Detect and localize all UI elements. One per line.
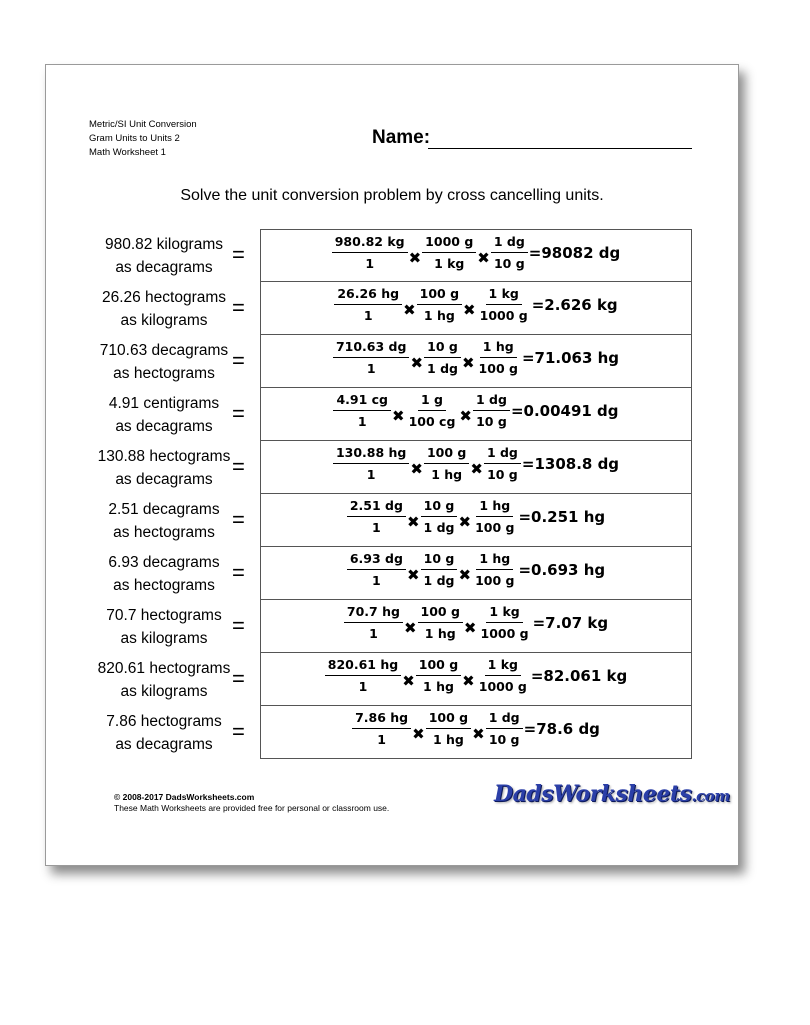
denominator: 100 g	[475, 573, 515, 588]
numerator: 100 g	[416, 657, 461, 676]
logo-suffix: .com	[691, 787, 730, 805]
instructions: Solve the unit conversion problem by cross cancelling units.	[180, 187, 604, 204]
answer: =0.693 hg	[518, 561, 606, 579]
numerator: 1 hg	[480, 339, 517, 358]
problem-quantity: 7.86 hectograms	[106, 713, 222, 730]
answer: =1308.8 dg	[521, 455, 620, 473]
times-icon: ✖	[477, 249, 490, 267]
solution-cell	[260, 494, 692, 547]
times-icon: ✖	[412, 725, 425, 743]
times-icon: ✖	[458, 566, 472, 584]
fraction-factor-2	[473, 392, 510, 430]
numerator: 1 dg	[486, 710, 523, 729]
problem-target: as decagrams	[115, 471, 213, 488]
problem-text	[88, 657, 240, 703]
times-icon: ✖	[402, 672, 415, 690]
problem-row	[46, 335, 738, 388]
numerator: 10 g	[421, 498, 458, 517]
times-icon: ✖	[472, 725, 485, 743]
fraction-factor-2	[491, 234, 528, 272]
numerator: 980.82 kg	[332, 234, 408, 253]
name-label: Name:	[372, 127, 431, 148]
equals-sign: =	[232, 454, 245, 479]
numerator: 10 g	[424, 339, 461, 358]
denominator: 1 dg	[427, 361, 458, 376]
problem-row	[46, 441, 738, 494]
equals-sign: =	[232, 401, 245, 426]
problem-target: as decagrams	[115, 418, 213, 435]
fraction-given	[333, 445, 409, 483]
equals-sign: =	[232, 242, 245, 267]
answer: =98082 dg	[528, 244, 621, 262]
times-icon: ✖	[406, 566, 420, 584]
denominator: 1000 g	[479, 308, 528, 323]
footer	[114, 792, 389, 814]
problem-text	[88, 551, 240, 597]
problem-row	[46, 653, 738, 706]
numerator: 6.93 dg	[347, 551, 406, 570]
fraction-given	[352, 710, 411, 748]
denominator: 1 hg	[424, 626, 456, 641]
answer: =7.07 kg	[532, 614, 609, 632]
problem-text	[88, 710, 240, 756]
equals-sign: =	[232, 295, 245, 320]
problem-target: as decagrams	[115, 259, 213, 276]
fraction-factor-2	[472, 498, 517, 536]
problem-text	[88, 392, 240, 438]
dadsworksheets-logo	[494, 781, 730, 807]
problem-quantity: 26.26 hectograms	[101, 289, 227, 306]
answer: =0.251 hg	[518, 508, 606, 526]
problem-quantity: 4.91 centigrams	[108, 395, 220, 412]
meta-line-3: Math Worksheet 1	[89, 147, 166, 158]
times-icon: ✖	[410, 460, 423, 478]
numerator: 1 kg	[486, 286, 522, 305]
problem-target: as kilograms	[120, 312, 208, 329]
fraction-factor-1	[426, 710, 471, 748]
problem-quantity: 130.88 hectograms	[97, 448, 231, 465]
denominator: 1	[365, 256, 375, 271]
numerator: 1 dg	[484, 445, 521, 464]
numerator: 1 kg	[485, 657, 521, 676]
solution-cell	[260, 229, 692, 282]
times-icon: ✖	[403, 301, 416, 319]
solution-cell	[260, 547, 692, 600]
denominator: 10 g	[476, 414, 507, 429]
problem-row	[46, 547, 738, 600]
fraction-given	[333, 339, 409, 377]
problem-text	[88, 286, 240, 332]
denominator: 1 kg	[434, 256, 465, 271]
meta-line-2: Gram Units to Units 2	[89, 133, 180, 144]
numerator: 7.86 hg	[352, 710, 411, 729]
fraction-factor-1	[418, 604, 463, 642]
numerator: 130.88 hg	[333, 445, 409, 464]
denominator: 1 dg	[423, 520, 455, 535]
numerator: 1000 g	[422, 234, 476, 253]
times-icon: ✖	[463, 301, 476, 319]
problem-quantity: 980.82 kilograms	[104, 236, 224, 253]
denominator: 1	[372, 573, 381, 588]
numerator: 100 g	[424, 445, 469, 464]
numerator: 1 g	[418, 392, 446, 411]
answer: =2.626 kg	[531, 296, 618, 314]
problem-text	[88, 339, 240, 385]
fraction-given	[325, 657, 401, 695]
answer: =78.6 dg	[523, 720, 600, 738]
problem-row	[46, 282, 738, 335]
equals-sign: =	[232, 613, 245, 638]
problem-target: as kilograms	[120, 630, 208, 647]
denominator: 1 hg	[431, 467, 463, 482]
denominator: 1	[358, 679, 368, 694]
denominator: 1	[369, 626, 378, 641]
fraction-given	[332, 234, 408, 272]
numerator: 70.7 hg	[344, 604, 403, 623]
problem-row	[46, 229, 738, 282]
times-icon: ✖	[410, 354, 424, 372]
equals-sign: =	[232, 348, 245, 373]
denominator: 1	[357, 414, 367, 429]
times-icon: ✖	[458, 513, 472, 531]
fraction-given	[347, 551, 406, 589]
fraction-factor-2	[478, 604, 532, 642]
denominator: 1 dg	[423, 573, 455, 588]
fraction-factor-2	[484, 445, 521, 483]
times-icon: ✖	[392, 407, 405, 425]
solution-cell	[260, 335, 692, 388]
problem-quantity: 70.7 hectograms	[106, 607, 222, 624]
name-line	[428, 148, 692, 149]
denominator: 100 g	[478, 361, 518, 376]
numerator: 4.91 cg	[333, 392, 391, 411]
solution-cell	[260, 600, 692, 653]
equals-sign: =	[232, 719, 245, 744]
equals-sign: =	[232, 560, 245, 585]
fraction-factor-1	[424, 445, 469, 483]
problem-text	[88, 604, 240, 650]
times-icon: ✖	[408, 249, 422, 267]
fraction-factor-1	[424, 339, 461, 377]
denominator: 1 hg	[432, 732, 464, 747]
problem-row	[46, 494, 738, 547]
equals-sign: =	[232, 507, 245, 532]
denominator: 1	[372, 520, 381, 535]
times-icon: ✖	[470, 460, 483, 478]
problem-text	[88, 498, 240, 544]
solution-cell	[260, 653, 692, 706]
solution-cell	[260, 282, 692, 335]
fraction-factor-1	[416, 657, 461, 695]
problem-row	[46, 600, 738, 653]
numerator: 710.63 dg	[333, 339, 409, 358]
numerator: 26.26 hg	[334, 286, 402, 305]
problem-target: as hectograms	[113, 577, 215, 594]
denominator: 1	[366, 361, 376, 376]
numerator: 820.61 hg	[325, 657, 401, 676]
solution-cell	[260, 441, 692, 494]
fraction-factor-1	[417, 286, 462, 324]
fraction-factor-2	[472, 551, 517, 589]
times-icon: ✖	[462, 672, 475, 690]
logo-text: DadsWorksheets	[494, 781, 692, 807]
answer: =71.063 hg	[521, 349, 620, 367]
times-icon: ✖	[406, 513, 420, 531]
problem-text	[88, 233, 240, 279]
equals-sign: =	[232, 666, 245, 691]
problem-target: as hectograms	[113, 365, 215, 382]
denominator: 100 g	[475, 520, 515, 535]
problem-target: as kilograms	[120, 683, 208, 700]
denominator: 1000 g	[478, 679, 527, 694]
answer: =0.00491 dg	[510, 402, 619, 420]
denominator: 1 hg	[423, 679, 454, 694]
problem-quantity: 710.63 decagrams	[99, 342, 229, 359]
denominator: 10 g	[487, 467, 518, 482]
problem-target: as decagrams	[115, 736, 213, 753]
worksheet-meta	[89, 118, 197, 160]
footer-note: These Math Worksheets are provided free for personal or classroom use.	[114, 803, 390, 813]
denominator: 1	[363, 308, 373, 323]
problem-row	[46, 388, 738, 441]
denominator: 1 hg	[423, 308, 455, 323]
numerator: 1 dg	[473, 392, 510, 411]
fraction-factor-2	[476, 339, 521, 377]
fraction-factor-1	[421, 498, 458, 536]
fraction-given	[334, 286, 402, 324]
times-icon: ✖	[403, 619, 417, 637]
times-icon: ✖	[459, 407, 472, 425]
denominator: 1	[366, 467, 376, 482]
numerator: 100 g	[417, 286, 462, 305]
solution-cell	[260, 388, 692, 441]
numerator: 1 kg	[486, 604, 522, 623]
worksheet-page	[45, 64, 739, 866]
fraction-factor-1	[421, 551, 458, 589]
fraction-factor-2	[477, 286, 531, 324]
fraction-factor-2	[476, 657, 530, 695]
answer: =82.061 kg	[530, 667, 628, 685]
meta-line-1: Metric/SI Unit Conversion	[89, 119, 197, 130]
problem-quantity: 820.61 hectograms	[97, 660, 231, 677]
problem-target: as hectograms	[113, 524, 215, 541]
numerator: 1 hg	[476, 498, 513, 517]
fraction-factor-1	[422, 234, 476, 272]
denominator: 100 cg	[408, 414, 456, 429]
problem-quantity: 2.51 decagrams	[108, 501, 220, 518]
numerator: 100 g	[426, 710, 471, 729]
denominator: 1	[377, 732, 386, 747]
problem-text	[88, 445, 240, 491]
fraction-factor-1	[406, 392, 459, 430]
numerator: 1 dg	[491, 234, 528, 253]
times-icon: ✖	[461, 354, 475, 372]
copyright: © 2008-2017 DadsWorksheets.com	[114, 792, 255, 802]
problem-row	[46, 706, 738, 759]
numerator: 1 hg	[476, 551, 513, 570]
fraction-given	[347, 498, 406, 536]
denominator: 1000 g	[480, 626, 529, 641]
problem-list	[46, 229, 738, 759]
numerator: 10 g	[421, 551, 458, 570]
fraction-given	[333, 392, 391, 430]
denominator: 10 g	[493, 256, 525, 271]
numerator: 2.51 dg	[347, 498, 406, 517]
denominator: 10 g	[488, 732, 520, 747]
solution-cell	[260, 706, 692, 759]
numerator: 100 g	[418, 604, 463, 623]
times-icon: ✖	[463, 619, 477, 637]
fraction-factor-2	[486, 710, 523, 748]
fraction-given	[344, 604, 403, 642]
problem-quantity: 6.93 decagrams	[108, 554, 220, 571]
